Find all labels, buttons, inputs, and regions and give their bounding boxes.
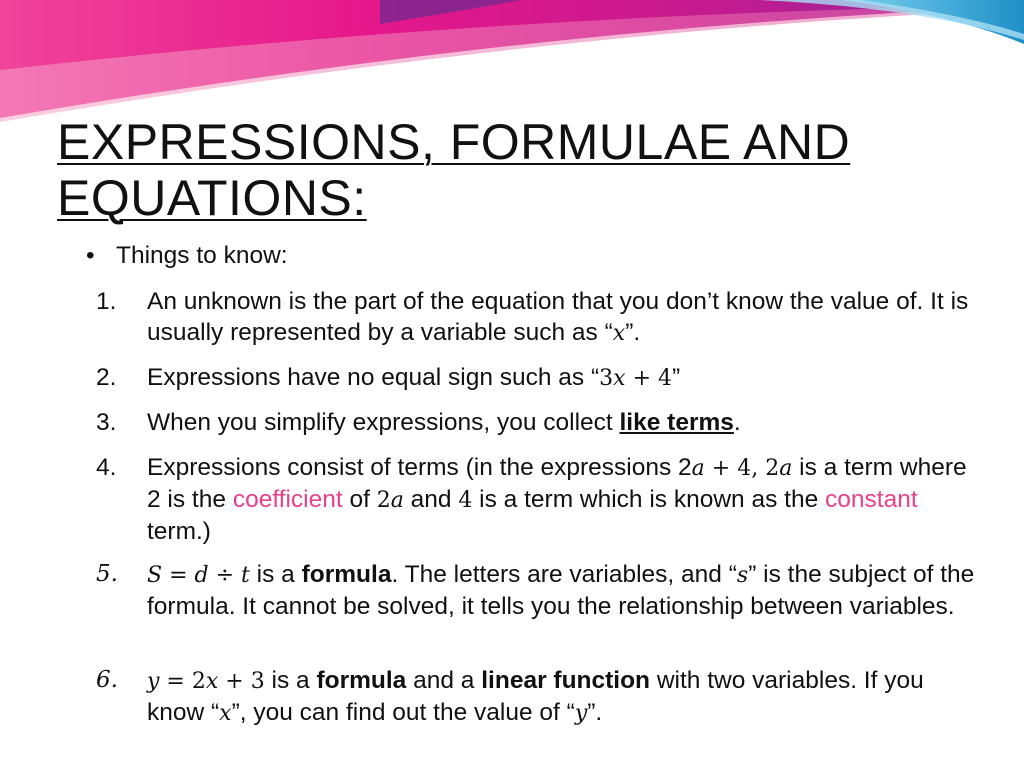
text-run: . [733, 409, 741, 436]
text-run: and [403, 486, 459, 513]
bold-term: linear function [481, 667, 651, 694]
text-run: An unknown is the part of the equation that you don’t know the value of. It is usually represented by a variable such as “ [147, 288, 969, 346]
text-run: is a [249, 561, 302, 588]
item-number: 4. [96, 454, 117, 481]
highlighted-term: coefficient [232, 486, 343, 513]
bullet-label: Things to know: [116, 242, 288, 269]
math-variable: d [194, 563, 209, 588]
text-run: term.) [147, 518, 211, 545]
text-run: ” [672, 364, 681, 391]
text-run: . The letters are variables, and “ [391, 561, 737, 588]
text-run: Expressions have no equal sign such as “ [147, 364, 600, 391]
math-variable: y [147, 669, 160, 694]
text-run: and a [406, 667, 482, 694]
math-term: + 3 [218, 669, 265, 694]
text-run: ”, you can find out the value of “ [231, 699, 575, 726]
item-text [147, 407, 982, 438]
text-run: ”. [587, 699, 603, 726]
text-run: ” is the subject of the formula. It cannot be solved, it tells you the relationship between variables. [147, 561, 975, 620]
bold-term: formula [316, 667, 407, 694]
item-text [147, 559, 982, 622]
math-variable: S [147, 563, 163, 588]
math-term: ÷ [208, 563, 242, 588]
emphasis-term: like terms [619, 409, 734, 436]
text-run: with two variables. If you know “ [147, 667, 924, 726]
math-term: + 4 [625, 366, 672, 391]
item-number: 1. [96, 288, 117, 315]
item-text [147, 362, 982, 394]
item-number: 3. [96, 409, 117, 436]
text-run: is a term which is known as the [472, 486, 826, 513]
math-term: 4 [458, 488, 473, 513]
things-to-know-bullet [86, 240, 986, 271]
text-run: When you simplify expressions, you collect [147, 409, 620, 436]
math-variable: y [574, 701, 588, 726]
math-term: = 2 [159, 669, 206, 694]
math-term: 3 [599, 366, 614, 391]
math-term: = [162, 563, 195, 588]
text-run: is a term where 2 is the [147, 454, 967, 513]
math-variable: s [736, 563, 749, 588]
text-run: ”. [625, 319, 641, 346]
math-variable: x [613, 366, 626, 391]
slide-title: EXPRESSIONS, FORMULAE AND EQUATIONS: [57, 114, 851, 226]
item-text [147, 665, 982, 729]
math-variable: x [612, 321, 626, 346]
decorative-banner [0, 0, 1024, 125]
item-text [147, 452, 982, 547]
item-number: 6. [96, 667, 118, 693]
math-term: + 4, 2 [704, 456, 780, 481]
text-run: of [342, 486, 377, 513]
item-number: 5. [96, 561, 118, 587]
math-term: 2 [376, 488, 391, 513]
highlighted-term: constant [825, 486, 918, 513]
bullet-dot-icon: • [86, 242, 95, 269]
math-variable: t [241, 563, 250, 588]
math-variable: a [779, 456, 793, 481]
text-run: Expressions consist of terms (in the expressions 2 [147, 454, 692, 481]
math-variable: a [390, 488, 404, 513]
math-variable: a [691, 456, 705, 481]
bold-term: formula [301, 561, 392, 588]
math-variable: x [219, 701, 232, 726]
item-number: 2. [96, 364, 117, 391]
text-run: is a [264, 667, 317, 694]
math-variable: x [205, 669, 219, 694]
item-text [147, 286, 982, 349]
